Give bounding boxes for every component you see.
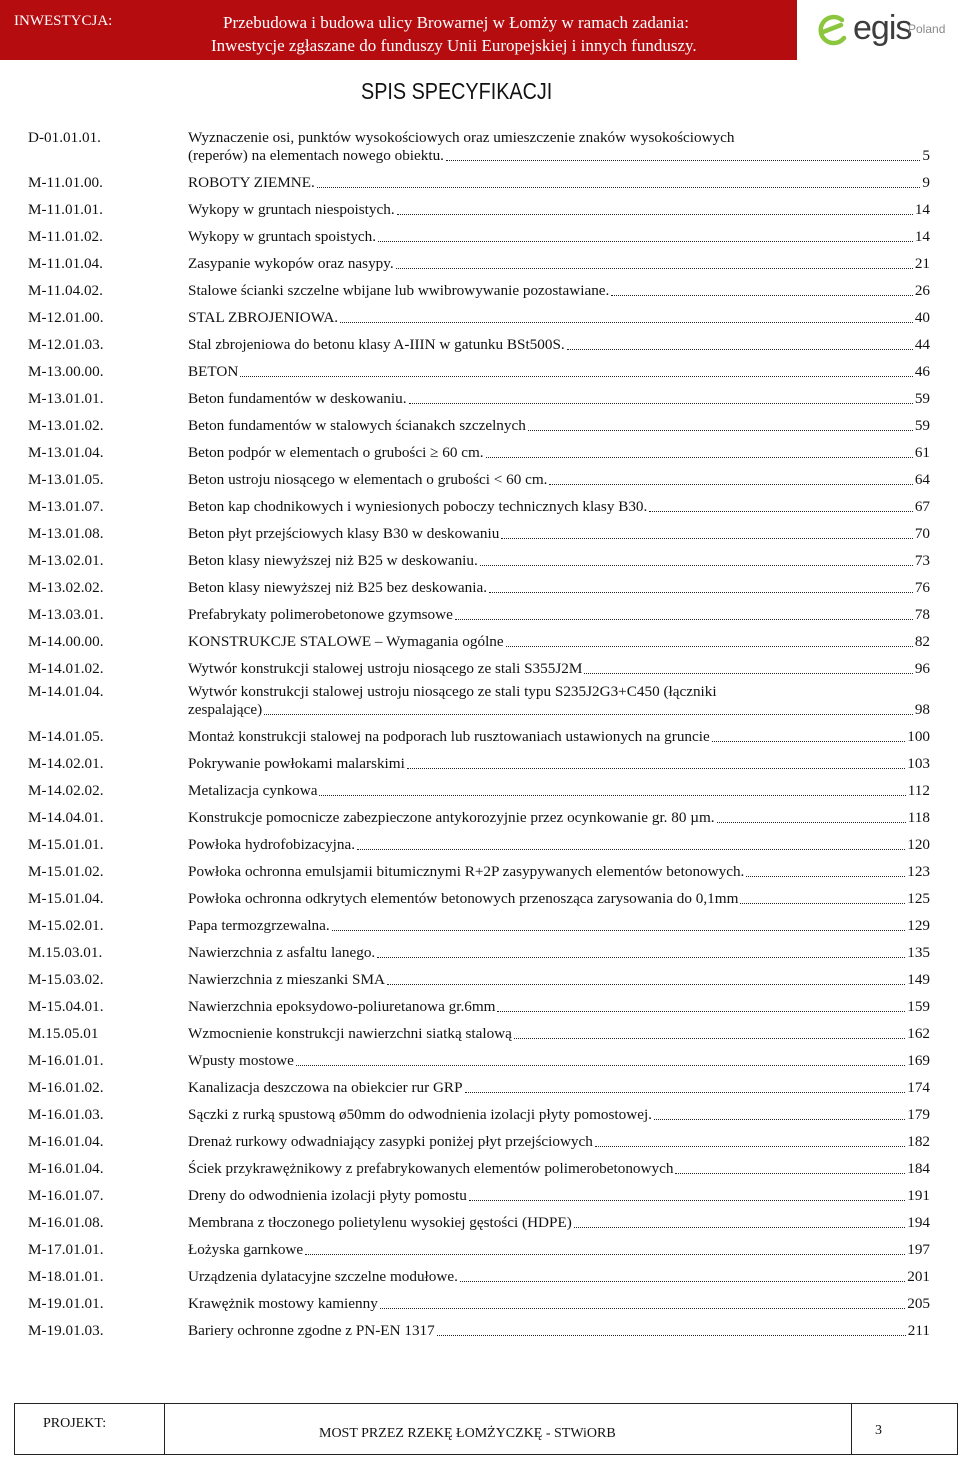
toc-entry (188, 1236, 930, 1259)
toc-code: M-11.01.04. (28, 255, 103, 272)
toc-code: M-11.01.02. (28, 228, 103, 245)
toc-row (28, 1313, 930, 1340)
toc-title: Montaż konstrukcji stalowej na podporach lub rusztowaniach ustawionych na gruncie (188, 728, 710, 745)
toc-page-number: 44 (914, 336, 930, 353)
toc-page-number: 211 (907, 1322, 930, 1339)
toc-code: M.15.05.01 (28, 1025, 99, 1042)
toc-row (28, 1232, 930, 1259)
toc-row (28, 1286, 930, 1313)
toc-row (28, 989, 930, 1016)
toc-row (28, 1016, 930, 1043)
toc-page-number: 70 (914, 525, 930, 542)
toc-title-continued: (reperów) na elementach nowego obiektu. (188, 147, 444, 164)
dot-leader (357, 849, 905, 850)
toc-row (28, 489, 930, 516)
toc-row (28, 1178, 930, 1205)
toc-entry (188, 628, 930, 651)
dot-leader (455, 619, 913, 620)
toc-code: M-16.01.04. (28, 1133, 104, 1150)
toc-row (28, 719, 930, 746)
toc-entry (188, 723, 930, 746)
toc-code: M-14.01.04. (28, 683, 104, 700)
dot-leader (549, 484, 912, 485)
toc-code: M-15.03.02. (28, 971, 104, 988)
toc-title: Powłoka hydrofobizacyjna. (188, 836, 356, 853)
toc-entry (188, 250, 930, 273)
toc-code: M-13.01.01. (28, 390, 104, 407)
dot-leader (528, 430, 913, 431)
toc-row (28, 908, 930, 935)
toc-title-continued: zespalające) (188, 701, 263, 718)
dot-leader (584, 673, 912, 674)
dot-leader (465, 1092, 906, 1093)
toc-title: Powłoka ochronna emulsjamii bitumicznymi R+2P zasypywanych elementów betonowych. (188, 863, 745, 880)
toc-title: Nawierzchnia z asfaltu lanego. (188, 944, 376, 961)
page-number: 3 (875, 1423, 882, 1438)
toc-row (28, 746, 930, 773)
dot-leader (319, 795, 905, 796)
dot-leader (332, 930, 906, 931)
toc-row (28, 219, 930, 246)
toc-code: M-13.00.00. (28, 363, 104, 380)
page-title: SPIS SPECYFIKACJI (361, 78, 553, 104)
toc-entry (188, 466, 930, 489)
toc-row (28, 165, 930, 192)
toc-title: Pokrywanie powłokami malarskimi (188, 755, 405, 772)
toc-page-number: 96 (914, 660, 930, 677)
toc-row (28, 962, 930, 989)
toc-title: Kanalizacja deszczowa na obiekcier rur GRP (188, 1079, 463, 1096)
toc-page-number: 112 (907, 782, 930, 799)
toc-title: Drenaż rurkowy odwadniający zasypki poniżej płyt przejściowych (188, 1133, 593, 1150)
toc-entry (188, 223, 930, 246)
toc-code: M-13.01.07. (28, 498, 104, 515)
toc-row (28, 516, 930, 543)
dot-leader (654, 1119, 905, 1120)
toc-row (28, 827, 930, 854)
dot-leader (264, 714, 913, 715)
toc-code: M-19.01.01. (28, 1295, 104, 1312)
toc-title: Nawierzchnia z mieszanki SMA (188, 971, 385, 988)
toc-entry (188, 939, 930, 962)
toc-code: M-13.02.01. (28, 552, 104, 569)
toc-code: M-14.01.02. (28, 660, 104, 677)
toc-row (28, 408, 930, 435)
toc-entry (188, 601, 930, 624)
toc-code: M-11.04.02. (28, 282, 103, 299)
header-label-cell (0, 0, 165, 60)
toc-code: M-15.04.01. (28, 998, 104, 1015)
toc-row (28, 1205, 930, 1232)
toc-code: M-14.04.01. (28, 809, 104, 826)
toc-row (28, 881, 930, 908)
toc-row (28, 543, 930, 570)
toc-page-number: 205 (907, 1295, 930, 1312)
dot-leader (746, 876, 905, 877)
header-line-1: Przebudowa i budowa ulicy Browarnej w Łomży w ramach zadania: (223, 13, 689, 32)
toc-page-number: 26 (914, 282, 930, 299)
toc-entry (188, 304, 930, 327)
dot-leader (514, 1038, 905, 1039)
toc-row (28, 327, 930, 354)
toc-title: Powłoka ochronna odkrytych elementów betonowych przenosząca zarysowania do 0,1mm (188, 890, 739, 907)
investment-label: INWESTYCJA: (14, 13, 113, 29)
toc-code: M-12.01.03. (28, 336, 104, 353)
toc-title: Membrana z tłoczonego polietylenu wysokiej gęstości (HDPE) (188, 1214, 572, 1231)
toc-title: Wzmocnienie konstrukcji nawierzchni siatką stalową (188, 1025, 512, 1042)
dot-leader (649, 511, 912, 512)
toc-code: M-18.01.01. (28, 1268, 104, 1285)
toc-entry (188, 912, 930, 935)
toc-page-number: 61 (914, 444, 930, 461)
toc-page-number: 201 (907, 1268, 930, 1285)
toc-title: STAL ZBROJENIOWA. (188, 309, 339, 326)
toc-row (28, 381, 930, 408)
toc-page-number: 191 (907, 1187, 930, 1204)
toc-entry (188, 831, 930, 854)
toc-title: Wytwór konstrukcji stalowej ustroju niosącego ze stali S355J2M (188, 660, 583, 677)
toc-page-number: 59 (914, 417, 930, 434)
toc-page-number: 64 (914, 471, 930, 488)
toc-code: M-15.01.02. (28, 863, 104, 880)
toc-row (28, 800, 930, 827)
toc-code: M-16.01.03. (28, 1106, 104, 1123)
toc-code: M-11.01.01. (28, 201, 103, 218)
toc-page-number: 169 (907, 1052, 930, 1069)
toc-entry (188, 678, 930, 719)
toc-title: Wykopy w gruntach niespoistych. (188, 201, 395, 218)
toc-row (28, 624, 930, 651)
toc-row (28, 1259, 930, 1286)
dot-leader (377, 957, 905, 958)
toc-code: M-15.01.01. (28, 836, 104, 853)
toc-title: Łożyska garnkowe (188, 1241, 304, 1258)
toc-entry (188, 439, 930, 462)
toc-code: M-12.01.00. (28, 309, 104, 326)
toc-title: Beton kap chodnikowych i wyniesionych poboczy technicznych klasy B30. (188, 498, 648, 515)
project-name: MOST PRZEZ RZEKĘ ŁOMŻYCZKĘ - STWiORB (319, 1426, 616, 1441)
toc-page-number: 197 (907, 1241, 930, 1258)
toc-page-number: 14 (914, 201, 930, 218)
toc-row (28, 273, 930, 300)
dot-leader (409, 403, 913, 404)
toc-title: Beton podpór w elementach o grubości ≥ 60 cm. (188, 444, 484, 461)
toc-entry (188, 1290, 930, 1313)
toc-entry (188, 412, 930, 435)
toc-page-number: 159 (907, 998, 930, 1015)
toc-entry (188, 493, 930, 516)
toc-row (28, 597, 930, 624)
toc-row (28, 773, 930, 800)
dot-leader (595, 1146, 905, 1147)
dot-leader (489, 592, 913, 593)
toc-title: Zasypanie wykopów oraz nasypy. (188, 255, 394, 272)
toc-row (28, 354, 930, 381)
toc-row (28, 1043, 930, 1070)
toc-entry (188, 1155, 930, 1178)
toc-entry (188, 331, 930, 354)
toc-title: Beton fundamentów w deskowaniu. (188, 390, 407, 407)
toc-entry (188, 358, 930, 381)
toc-page-number: 76 (914, 579, 930, 596)
toc-entry (188, 520, 930, 543)
dot-leader (340, 322, 913, 323)
toc-entry (188, 1101, 930, 1124)
dot-leader (611, 295, 912, 296)
dot-leader (497, 1011, 905, 1012)
dot-leader (378, 241, 913, 242)
header-line-2: Inwestycje zgłaszane do funduszy Unii Europejskiej i innych funduszy. (211, 36, 697, 55)
dot-leader (469, 1200, 905, 1201)
toc-entry (188, 885, 930, 908)
toc-entry (188, 1263, 930, 1286)
toc-page-number: 59 (914, 390, 930, 407)
toc-title: Metalizacja cynkowa (188, 782, 318, 799)
toc-entry (188, 1020, 930, 1043)
dot-leader (460, 1281, 905, 1282)
toc-page-number: 162 (907, 1025, 930, 1042)
toc-code: M-13.01.05. (28, 471, 104, 488)
toc-entry (188, 169, 930, 192)
toc-entry (188, 277, 930, 300)
toc-page-number: 100 (907, 728, 930, 745)
toc-code: M-16.01.07. (28, 1187, 104, 1204)
toc-entry (188, 804, 930, 827)
toc-title: Beton klasy niewyższej niż B25 w deskowaniu. (188, 552, 478, 569)
toc-entry (188, 385, 930, 408)
toc-code: M-16.01.04. (28, 1160, 104, 1177)
toc-entry (188, 196, 930, 219)
toc-title: Wpusty mostowe (188, 1052, 294, 1069)
toc-title: Papa termozgrzewalna. (188, 917, 330, 934)
toc-code: M-13.01.08. (28, 525, 104, 542)
egis-logo-text: egis (853, 9, 912, 47)
dot-leader (240, 376, 912, 377)
toc-code: M.15.03.01. (28, 944, 103, 961)
toc-title: Beton fundamentów w stalowych ścianakch szczelnych (188, 417, 526, 434)
page-header (0, 0, 960, 60)
dot-leader (305, 1254, 905, 1255)
toc-title: Stal zbrojeniowa do betonu klasy A-IIIN w gatunku BSt500S. (188, 336, 565, 353)
toc-page-number: 120 (907, 836, 930, 853)
toc-title: KONSTRUKCJE STALOWE – Wymagania ogólne (188, 633, 504, 650)
toc-row (28, 570, 930, 597)
header-title-cell (165, 0, 797, 60)
toc-entry (188, 993, 930, 1016)
dot-leader (437, 1335, 906, 1336)
toc-title: Beton ustroju niosącego w elementach o grubości < 60 cm. (188, 471, 548, 488)
toc-page-number: 73 (914, 552, 930, 569)
toc-code: M-15.01.04. (28, 890, 104, 907)
toc-entry (188, 1128, 930, 1151)
toc-page-number: 67 (914, 498, 930, 515)
toc-code: M-19.01.03. (28, 1322, 104, 1339)
project-label: PROJEKT: (43, 1416, 107, 1431)
toc-code: M-16.01.08. (28, 1214, 104, 1231)
toc-title: Ściek przykrawężnikowy z prefabrykowanych elementów polimerobetonowych (188, 1160, 674, 1177)
toc-page-number: 149 (907, 971, 930, 988)
toc-row (28, 1151, 930, 1178)
toc-row (28, 300, 930, 327)
toc-title: Wykopy w gruntach spoistych. (188, 228, 377, 245)
toc-code: M-13.03.01. (28, 606, 104, 623)
toc-code: M-14.01.05. (28, 728, 104, 745)
dot-leader (387, 984, 905, 985)
toc-page-number: 118 (907, 809, 930, 826)
dot-leader (396, 268, 913, 269)
toc-page-number: 123 (907, 863, 930, 880)
toc-code: M-11.01.00. (28, 174, 103, 191)
footer-label-cell (15, 1404, 165, 1454)
toc-page-number: 82 (914, 633, 930, 650)
dot-leader (501, 538, 913, 539)
toc-code: M-13.01.02. (28, 417, 104, 434)
toc-row (28, 246, 930, 273)
toc-code: M-13.01.04. (28, 444, 104, 461)
toc-row (28, 678, 930, 719)
dot-leader (407, 768, 905, 769)
toc-page-number: 179 (907, 1106, 930, 1123)
toc-code: M-14.00.00. (28, 633, 104, 650)
toc-page-number: 125 (907, 890, 930, 907)
toc-entry (188, 1317, 930, 1340)
toc-title: BETON (188, 363, 239, 380)
toc-entry (188, 547, 930, 570)
dot-leader (712, 741, 906, 742)
toc-row (28, 1124, 930, 1151)
toc-row (28, 435, 930, 462)
toc-title: Prefabrykaty polimerobetonowe gzymsowe (188, 606, 453, 623)
toc-code: M-13.02.02. (28, 579, 104, 596)
toc-page-number: 135 (907, 944, 930, 961)
toc-page-number: 184 (907, 1160, 930, 1177)
toc-page-number: 14 (914, 228, 930, 245)
dot-leader (740, 903, 905, 904)
footer-divider (851, 1404, 852, 1454)
toc-entry (188, 966, 930, 989)
dot-leader (486, 457, 913, 458)
toc-entry (188, 750, 930, 773)
toc-row (28, 854, 930, 881)
toc-title: Beton płyt przejściowych klasy B30 w deskowaniu (188, 525, 500, 542)
toc-entry (188, 124, 930, 165)
toc-page-number: 46 (914, 363, 930, 380)
toc-title: Bariery ochronne zgodne z PN-EN 1317 (188, 1322, 435, 1339)
dot-leader (506, 646, 913, 647)
toc-row (28, 1097, 930, 1124)
egis-e-icon (815, 11, 849, 49)
toc-page-number: 129 (907, 917, 930, 934)
toc-title: Stalowe ścianki szczelne wbijane lub wwibrowywanie pozostawiane. (188, 282, 610, 299)
dot-leader (380, 1308, 905, 1309)
toc-code: M-17.01.01. (28, 1241, 104, 1258)
egis-logo (797, 0, 960, 60)
toc-page-number: 103 (907, 755, 930, 772)
toc-title: Beton klasy niewyższej niż B25 bez deskowania. (188, 579, 488, 596)
page-footer (14, 1403, 958, 1455)
toc-code: D-01.01.01. (28, 129, 101, 146)
dot-leader (296, 1065, 905, 1066)
toc-title: Urządzenia dylatacyjne szczelne modułowe. (188, 1268, 458, 1285)
toc-row (28, 462, 930, 489)
dot-leader (480, 565, 913, 566)
toc-title: Wytwór konstrukcji stalowej ustroju niosącego ze stali typu S235J2G3+C450 (łączniki (188, 683, 717, 700)
dot-leader (574, 1227, 905, 1228)
toc-entry (188, 574, 930, 597)
toc-entry (188, 1182, 930, 1205)
toc-entry (188, 777, 930, 800)
toc-code: M-16.01.01. (28, 1052, 104, 1069)
toc-entry (188, 858, 930, 881)
toc-title: Wyznaczenie osi, punktów wysokościowych oraz umieszczenie znaków wysokościowych (188, 129, 735, 146)
egis-logo-sub: Poland (908, 22, 946, 36)
toc-page-number: 182 (907, 1133, 930, 1150)
toc-page-number: 98 (914, 701, 930, 718)
toc-entry (188, 1074, 930, 1097)
toc-row (28, 1070, 930, 1097)
dot-leader (717, 822, 906, 823)
table-of-contents (28, 124, 930, 1340)
toc-page-number: 9 (922, 174, 930, 191)
toc-code: M-15.02.01. (28, 917, 104, 934)
toc-row (28, 192, 930, 219)
toc-page-number: 40 (914, 309, 930, 326)
toc-page-number: 78 (914, 606, 930, 623)
dot-leader (446, 160, 920, 161)
toc-title: Krawężnik mostowy kamienny (188, 1295, 378, 1312)
dot-leader (567, 349, 913, 350)
toc-code: M-14.02.02. (28, 782, 104, 799)
dot-leader (317, 187, 921, 188)
toc-entry (188, 655, 930, 678)
toc-title: Dreny do odwodnienia izolacji płyty pomostu (188, 1187, 467, 1204)
toc-page-number: 194 (907, 1214, 930, 1231)
dot-leader (675, 1173, 905, 1174)
dot-leader (397, 214, 913, 215)
toc-code: M-16.01.02. (28, 1079, 104, 1096)
toc-page-number: 5 (922, 147, 930, 164)
toc-row (28, 651, 930, 678)
toc-title: Nawierzchnia epoksydowo-poliuretanowa gr.6mm (188, 998, 496, 1015)
toc-entry (188, 1209, 930, 1232)
toc-title: Konstrukcje pomocnicze zabezpieczone antykorozyjnie przez ocynkowanie gr. 80 µm. (188, 809, 715, 826)
toc-title: Sączki z rurką spustową ø50mm do odwodnienia izolacji płyty pomostowej. (188, 1106, 652, 1123)
toc-page-number: 21 (914, 255, 930, 272)
toc-title: ROBOTY ZIEMNE. (188, 174, 315, 191)
toc-page-number: 174 (907, 1079, 930, 1096)
toc-entry (188, 1047, 930, 1070)
toc-code: M-14.02.01. (28, 755, 104, 772)
toc-row (28, 935, 930, 962)
toc-row (28, 124, 930, 165)
